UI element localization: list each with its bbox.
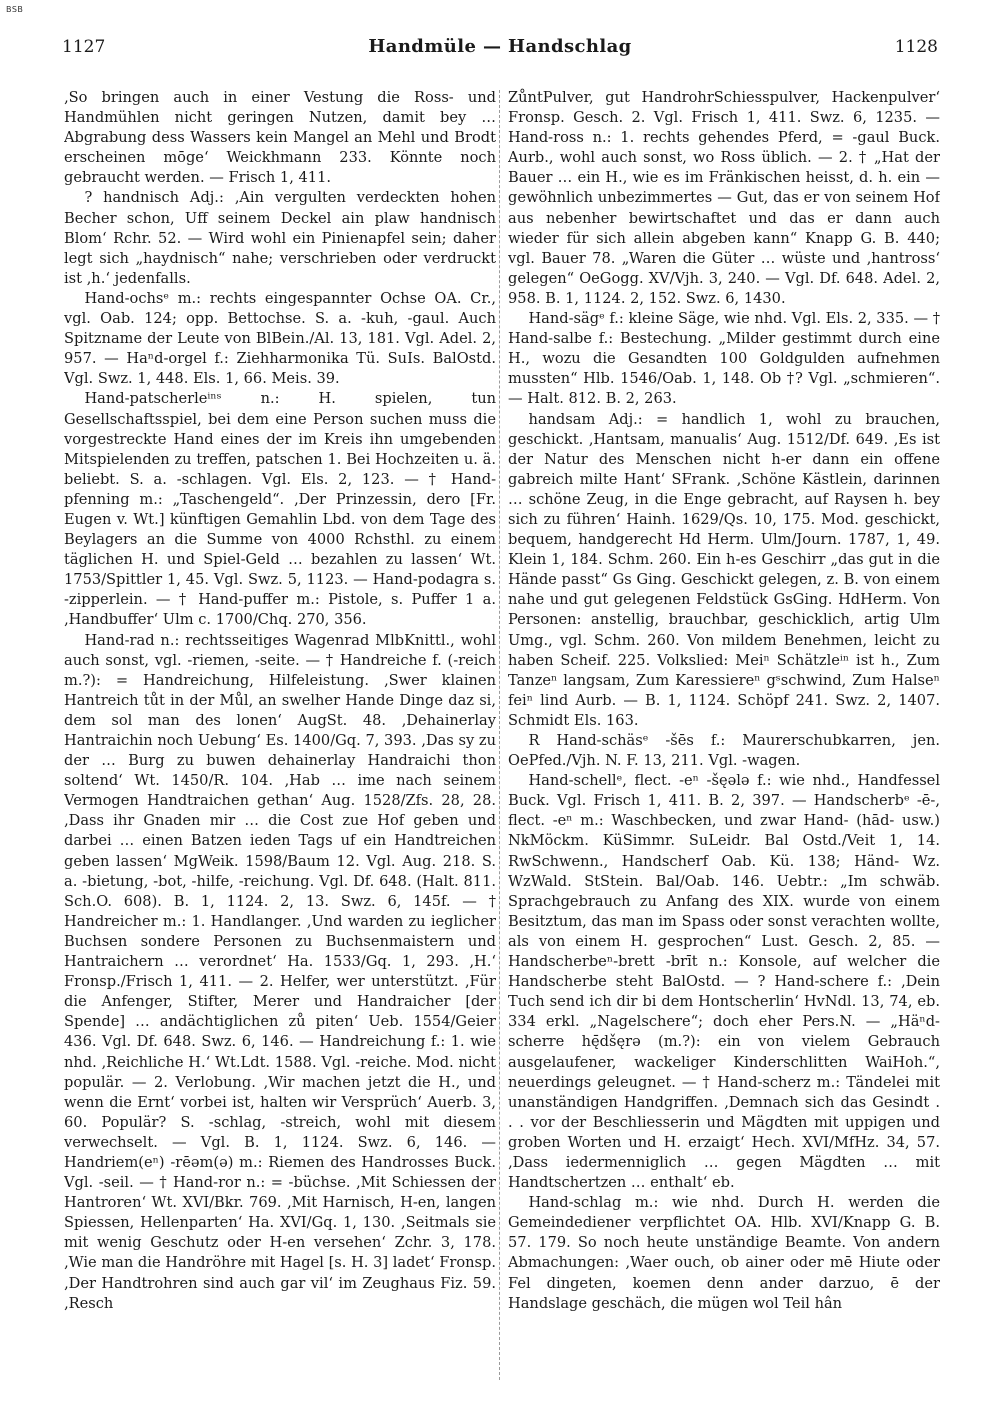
page-number-right: 1128 bbox=[894, 37, 938, 57]
running-head: Handmüle — Handschlag bbox=[368, 36, 632, 57]
entry-paragraph: Hand-schellᵉ, flect. -eⁿ -šęələ f.: wie nhd., Handfessel Buck. Vgl. Frisch 1, 411. B. 2, 397. — Handscherbᵉ -ē-, flect. -eⁿ m.: Waschbecken, und zwar Hand- (hād- usw.) NkMöckm. KüSimmr. SuLeidr. Bal Ostd./Veit 1, 14. RwSchwenn., Handscherf Oab. Kü. 138; Händ- Wz. WzWald. StStein. Bal/Oab. 146. Uebtr.: „Im schwäb. Sprachgebrauch zu Anfang des XIX. wurde von einem Besitztum, das man im Spass oder sonst verachten wollte, als von einem H. gesprochen“ Lust. Gesch. 2, 85. — Handscherbeⁿ-brett -brīt n.: Konsole, auf welcher die Handscherbe steht BalOstd. — ? Hand-schere f.: ‚Dein Tuch send ich dir bi dem Hontscherlin‘ HvNdl. 13, 74, eb. 334 erkl. „Nagelschere“; doch eher Pers.N. — „Häⁿd-scherre hę̄dšęrə (m.?): ein von vielem Gebrauch ausgelaufener, wackeliger Kinderschlitten WaiHoh.“, neuerdings geleugnet. — † Hand-scherz m.: Tändelei mit unanständigen Handgriffen. ‚Demnach sich das Gesindt . . . vor der Beschliesserin und Mägdten mit uppigen und groben Worten und H. erzaigt‘ Hech. XVI/MfHz. 34, 57. ‚Dass iedermenniglich … gegen Mägdten … mit Handtschertzen … enthalt‘ eb. bbox=[508, 772, 940, 1192]
entry-paragraph: ZůntPulver, gut HandrohrSchiesspulver, Hackenpulver‘ Fronsp. Gesch. 2. Vgl. Frisch 1, 411. Swz. 6, 1235. — Hand-ross n.: 1. rechts gehendes Pferd, = -gaul Buck. Aurb., wohl auch sonst, wo Ross üblich. — 2. † „Hat der Bauer … ein H., wie es im Fränkischen heisst, d. h. ein — gewöhnlich unbezimmertes — Gut, das er von seinem Hof aus nebenher bewirtschaftet und das er dann auch wieder für sich allein abgeben kann“ Knapp G. B. 440; vgl. Bauer 78. „Waren die Güter … wüste und ‚hantross‘ gelegen“ OeGogg. XV/Vjh. 3, 240. — Vgl. Df. 648. Adel. 2, 958. B. 1, 1124. 2, 152. Swz. 6, 1430. bbox=[508, 89, 940, 307]
left-column bbox=[64, 88, 496, 1388]
library-stamp: BSB bbox=[6, 5, 24, 14]
entry-paragraph: Hand-patscherleⁱⁿˢ n.: H. spielen, tun Gesellschaftsspiel, bei dem eine Person suchen muss die vorgestreckte Hand eines der im Kreis ihn umgebenden Mitspielenden zu treffen, patschen 1. Bei Hochzeiten u. ä. beliebt. S. a. -schlagen. Vgl. Els. 2, 123. — † Hand-pfenning m.: „Taschengeld“. ‚Der Prinzessin, dero [Fr. Eugen v. Wt.] künftigen Gemahlin Lbd. von dem Tage des Beylagers an die Summe von 4000 Rchsthl. zu einem täglichen H. und Spiel-Geld … bezahlen zu lassen‘ Wt. 1753/Spittler 1, 45. Vgl. Swz. 5, 1123. — Hand-podagra s. -zipperlein. — † Hand-puffer m.: Pistole, s. Puffer 1 a. ‚Handbuffer‘ Ulm c. 1700/Chq. 270, 356. bbox=[64, 390, 496, 629]
entry-paragraph: Hand-sägᵉ f.: kleine Säge, wie nhd. Vgl. Els. 2, 335. — † Hand-salbe f.: Bestechung. „Milder gestimmt durch eine H., wozu die Gesandten 100 Goldgulden aufnehmen mussten“ Hlb. 1546/Oab. 1, 148. Ob †? Vgl. „schmieren“. — Halt. 812. B. 2, 263. bbox=[508, 310, 940, 408]
entry-paragraph: Hand-ochsᵉ m.: rechts eingespannter Ochse OA. Cr., vgl. Oab. 124; opp. Bettochse. S. a. -kuh, -gaul. Auch Spitzname der Leute von BlBein./Al. 13, 181. Vgl. Adel. 2, 957. — Haⁿd-orgel f.: Ziehharmonika Tü. SuIs. BalOstd. Vgl. Swz. 1, 448. Els. 1, 66. Meis. 39. bbox=[64, 289, 496, 388]
page-header bbox=[62, 36, 938, 64]
entry-paragraph: handsam Adj.: = handlich 1, wohl zu brauchen, geschickt. ‚Hantsam, manualis‘ Aug. 1512/Df. 649. ‚Es ist der Natur des Menschen nicht h-er dann ein offene gabreich milte Hant‘ SFrank. ‚Schöne Kästlein, darinnen … schöne Zeug, in die Enge gebracht, auf Raysen h. bey sich zu führen‘ Hainh. 1629/Qs. 10, 175. Mod. geschickt, bequem, handgerecht Hd Herm. Ulm/Journ. 1787, 1, 49. Klein 1, 184. Schm. 260. Ein h-es Geschirr „das gut in die Hände passt“ Gs Ging. Geschickt gelegen, z. B. von einem nahe und gut gelegenen Feldstück GsGing. HdHerm. Von Personen: anstellig, brauchbar, geschicklich, artig Ulm Umg., vgl. Schm. 260. Von mildem Benehmen, leicht zu haben Scheif. 225. Volkslied: Meiⁿ Schätzleⁱⁿ ist h., Zum Tanzeⁿ langsam, Zum Karessiereⁿ gˢschwind, Zum Halseⁿ feiⁿ lind Aurb. — B. 1, 1124. Schöpf 241. Swz. 2, 1407. Schmidt Els. 163. bbox=[508, 410, 940, 729]
entry-paragraph: ‚So bringen auch in einer Vestung die Ross- und Handmühlen nicht geringen Nutzen, damit bey … Abgrabung dess Wassers kein Mangel an Mehl und Brodt erscheinen mōge‘ Weickhmann 233. Könnte noch gebraucht werden. — Frisch 1, 411. bbox=[64, 89, 496, 187]
entry-paragraph: Hand-schlag m.: wie nhd. Durch H. werden die Gemeindediener verpflichtet OA. Hlb. XVI/Knapp G. B. 57. 179. So noch heute unständige Beamte. Von andern Abmachungen: ‚Waer ouch, ob ainer oder mē Hiute oder Fel dingeten, koemen denn ander darzuo, ē der Handslage geschäch, die mügen wol Teil hân bbox=[508, 1194, 940, 1312]
right-column bbox=[508, 88, 940, 1388]
column-divider bbox=[499, 90, 500, 1380]
entry-paragraph: ? handnisch Adj.: ‚Ain vergulten verdeckten hohen Becher schon, Uff seinem Deckel ain plaw handnisch Blom‘ Rchr. 52. — Wird wohl ein Pinienapfel sein; daher legt sich „haydnisch“ nahe; verschrieben oder verdruckt ist ‚h.‘ jedenfalls. bbox=[64, 189, 496, 287]
entry-paragraph: Hand-rad n.: rechtsseitiges Wagenrad MlbKnittl., wohl auch sonst, vgl. -riemen, -seite. — † Handreiche f. (-reich m.?): = Handreichung, Hilfeleistung. ‚Swer klainen Hantreich tůt in der Můl, an swelher Hande Dinge daz si, dem sol man des lonen‘ AugSt. 48. ‚Dehainerlay Hantraichin noch Uebung‘ Es. 1400/Gq. 7, 393. ‚Das sy zu der … Burg zu buwen dehainerlay Handraichi thon soltend‘ Wt. 1450/R. 104. ‚Hab … ime nach seinem Vermogen Handtraichen gethan‘ Aug. 1528/Zfs. 28, 28. ‚Dass ihr Gnaden mir … die Cost zue Hof geben und darbei … einen Batzen ieden Tags uf ein Handtreichen geben lassen‘ MgWeik. 1598/Baum 12. Vgl. Aug. 218. S. a. -bietung, -bot, -hilfe, -reichung. Vgl. Df. 648. (Halt. 811. Sch.O. 608). B. 1, 1124. 2, 13. Swz. 6, 145f. — † Handreicher m.: 1. Handlanger. ‚Und warden zu ieglicher Buchsen sondere Personen zu Buchsenmaistern und Hantraichern … verordnet‘ Ha. 1533/Gq. 1, 293. ‚H.‘ Fronsp./Frisch 1, 411. — 2. Helfer, wer unterstützt. ‚Für die Anfenger, Stifter, Merer und Handraicher [der Spende] … andächtiglichen zů piten‘ Ueb. 1554/Geier 436. Vgl. Df. 648. Swz. 6, 146. — Handreichung f.: 1. wie nhd. ‚Reichliche H.‘ Wt.Ldt. 1588. Vgl. -reiche. Mod. nicht populär. — 2. Verlobung. ‚Wir machen jetzt die H., und wenn die Ernt‘ vorbei ist, halten wir Versprüch‘ Auerb. 3, 60. Populär? S. -schlag, -streich, wohl mit diesem verwechselt. — Vgl. B. 1, 1124. Swz. 6, 146. — Handriem(eⁿ) -rēəm(ə) m.: Riemen des Handrosses Buck. Vgl. -seil. — † Hand-ror n.: = -büchse. ‚Mit Schiessen der Hantroren‘ Wt. XVI/Bkr. 769. ‚Mit Harnisch, H-en, langen Spiessen, Hellenparten‘ Ha. XVI/Gq. 1, 130. ‚Seitmals sie mit wenig Geschutz oder H-en versehen‘ Zchr. 3, 178. ‚Wie man die Handröhre mit Hagel [s. H. 3] ladet‘ Fronsp. ‚Der Handtrohren sind auch gar vil‘ im Zeughaus Fiz. 59. ‚Resch bbox=[64, 631, 496, 1312]
entry-paragraph: R Hand-schäsᵉ -šēs f.: Maurerschubkarren, jen. OePfed./Vjh. N. F. 13, 211. Vgl. -wagen. bbox=[508, 732, 940, 770]
page-number-left: 1127 bbox=[62, 37, 106, 57]
